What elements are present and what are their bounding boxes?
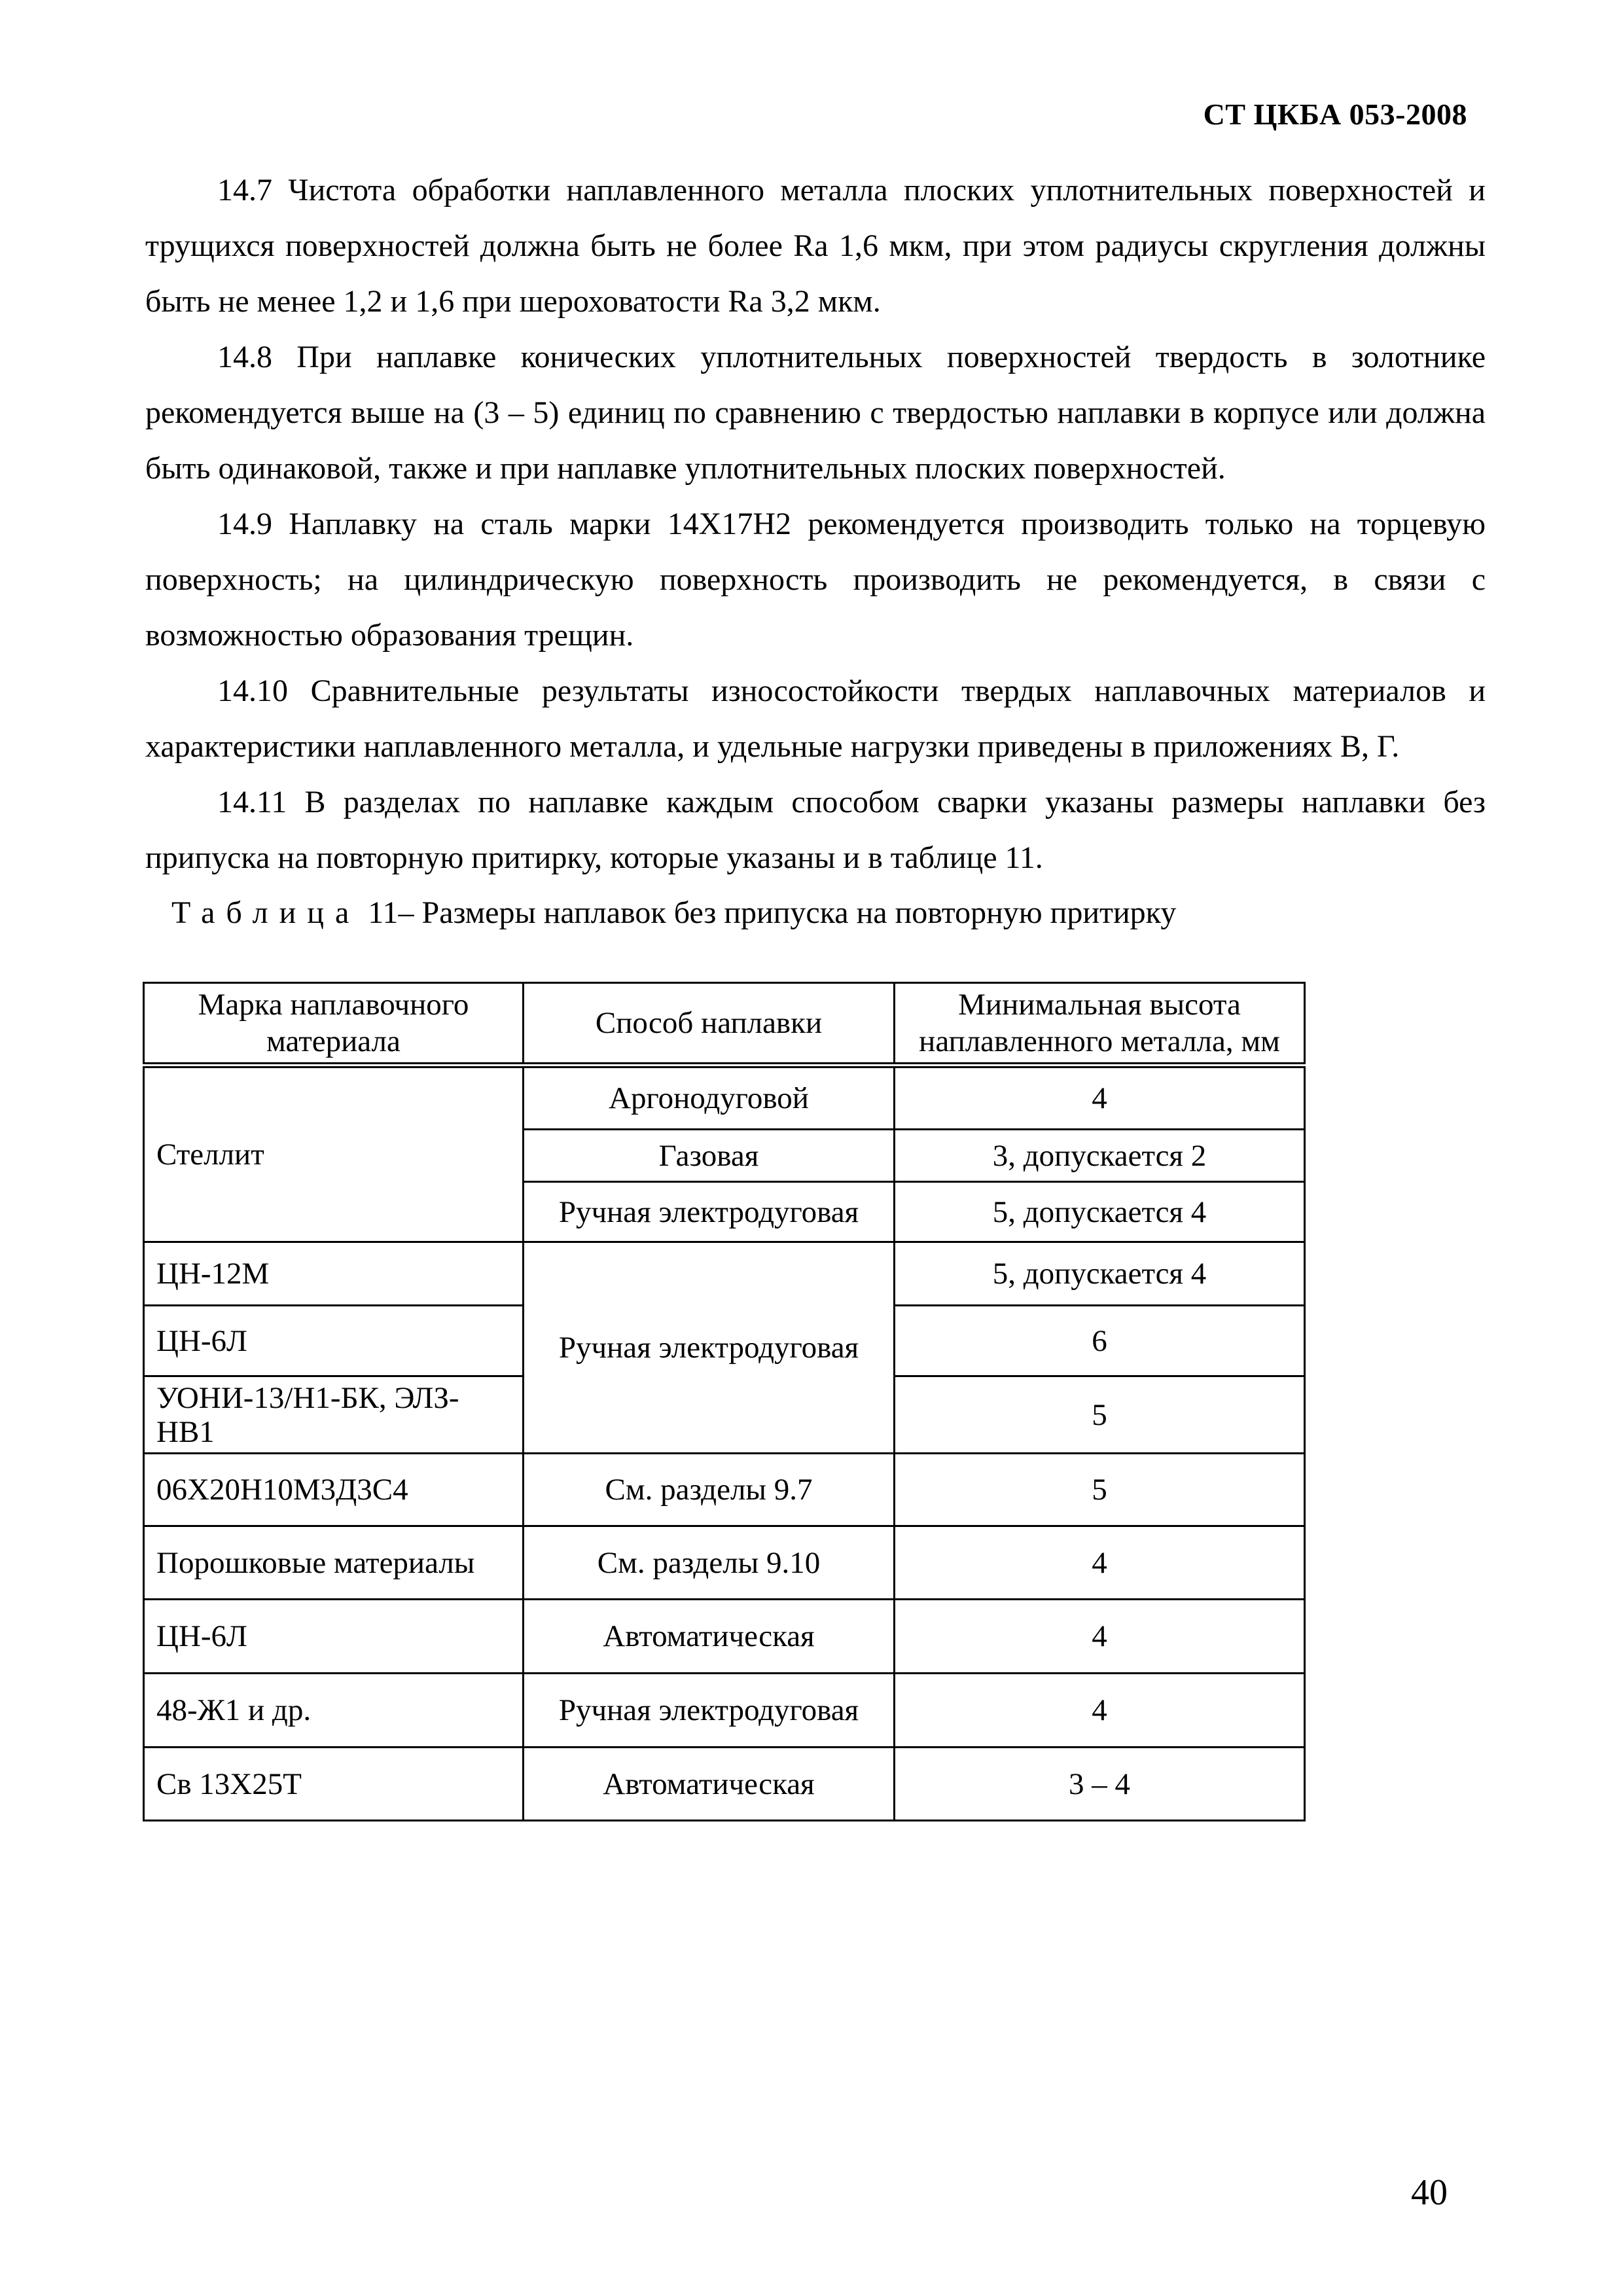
cell-height: 5 [895, 1376, 1305, 1454]
header-height: Минимальная высота наплавленного металла, мм [895, 983, 1305, 1066]
table-row [144, 1242, 1305, 1306]
cell-method: Ручная электродуговая [524, 1674, 895, 1748]
cell-height: 3, допускается 2 [895, 1130, 1305, 1182]
cell-method: Автоматическая [524, 1600, 895, 1674]
cell-method: Аргонодуговой [524, 1066, 895, 1130]
paragraph-14-11: 14.11 В разделах по наплавке каждым способом сварки указаны размеры наплавки без припуска на повторную притирку, которые указаны и в таблице 11. [145, 785, 1486, 875]
cell-method: Автоматическая [524, 1748, 895, 1821]
table-row [144, 1674, 1305, 1748]
cell-material: ЦН-6Л [144, 1306, 524, 1376]
table-header-row [144, 983, 1305, 1066]
cell-height: 4 [895, 1526, 1305, 1600]
header-method: Способ наплавки [524, 983, 895, 1066]
table-row [144, 1600, 1305, 1674]
cell-method: См. разделы 9.10 [524, 1526, 895, 1600]
table-row [144, 1066, 1305, 1130]
paragraph-14-9: 14.9 Наплавку на сталь марки 14Х17Н2 рекомендуется производить только на торцевую поверхность; на цилиндрическую поверхность производить не рекомендуется, в связи с возможностью образования трещин. [145, 507, 1486, 653]
cell-height: 4 [895, 1600, 1305, 1674]
cell-height: 5 [895, 1454, 1305, 1526]
cell-method: См. разделы 9.7 [524, 1454, 895, 1526]
table-caption-word: Таблица [171, 895, 361, 930]
cell-material: Порошковые материалы [144, 1526, 524, 1600]
surfacing-size-table [143, 982, 1306, 1821]
cell-material: Стеллит [144, 1066, 524, 1242]
cell-material: 48-Ж1 и др. [144, 1674, 524, 1748]
page-number: 40 [1411, 2172, 1448, 2213]
cell-material: ЦН-12М [144, 1242, 524, 1306]
cell-material: ЦН-6Л [144, 1600, 524, 1674]
cell-method: Ручная электродуговая [524, 1182, 895, 1242]
cell-height: 5, допускается 4 [895, 1182, 1305, 1242]
table-row [144, 1526, 1305, 1600]
table-caption [171, 885, 1176, 941]
cell-height: 4 [895, 1066, 1305, 1130]
cell-material: 06Х20Н10М3Д3С4 [144, 1454, 524, 1526]
cell-height: 3 – 4 [895, 1748, 1305, 1821]
cell-material: Св 13Х25Т [144, 1748, 524, 1821]
document-code: СТ ЦКБА 053-2008 [1203, 98, 1467, 131]
cell-method: Ручная электродуговая [524, 1242, 895, 1454]
cell-height: 6 [895, 1306, 1305, 1376]
cell-material: УОНИ-13/Н1-БК, ЭЛЗ-НВ1 [144, 1376, 524, 1454]
cell-method: Газовая [524, 1130, 895, 1182]
table-row [144, 1748, 1305, 1821]
paragraph-14-7: 14.7 Чистота обработки наплавленного металла плоских уплотнительных поверхностей и трущихся поверхностей должна быть не более Ra 1,6 мкм, при этом радиусы скругления должны быть не менее 1,2 и 1,6 при шероховатости Ra 3,2 мкм. [145, 173, 1486, 319]
paragraph-14-10: 14.10 Сравнительные результаты износостойкости твердых наплавочных материалов и характеристики наплавленного металла, и удельные нагрузки приведены в приложениях В, Г. [145, 673, 1486, 764]
table-caption-text: 11– Размеры наплавок без припуска на повторную притирку [368, 895, 1177, 930]
header-material: Марка наплавочного материала [144, 983, 524, 1066]
table-row [144, 1454, 1305, 1526]
cell-height: 4 [895, 1674, 1305, 1748]
paragraph-14-8: 14.8 При наплавке конических уплотнительных поверхностей твердость в золотнике рекомендуется выше на (3 – 5) единиц по сравнению с твердостью наплавки в корпусе или должна быть одинаковой, также и при наплавке уплотнительных плоских поверхностей. [145, 340, 1486, 486]
cell-height: 5, допускается 4 [895, 1242, 1305, 1306]
